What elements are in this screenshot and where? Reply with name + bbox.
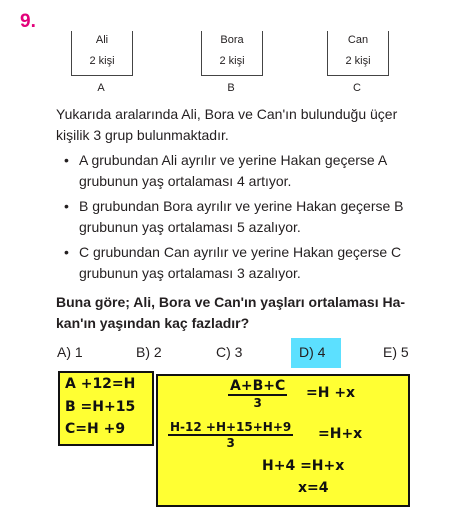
group-a-count: 2 kişi — [89, 55, 115, 67]
option-b[interactable]: B) 2 — [136, 344, 162, 360]
question-line: Buna göre; Ali, Bora ve Can'ın yaşları ortalaması Ha- — [56, 294, 406, 310]
group-b-name: Bora — [220, 34, 244, 46]
group-a-letter: A — [97, 82, 105, 94]
handwritten-equation: A +12=H — [65, 376, 136, 392]
group-box-a — [71, 31, 133, 76]
bullet-line: C grubundan Can ayrılır ve yerine Hakan geçerse C — [79, 244, 402, 260]
intro-line: kişilik 3 grup bulunmaktadır. — [56, 127, 229, 143]
handwritten-fraction — [168, 420, 293, 450]
group-box-c — [327, 31, 389, 76]
bullet-item-b — [79, 196, 439, 238]
handwritten-equation: =H +x — [306, 385, 356, 401]
handwritten-equation: =H+x — [318, 426, 363, 442]
handwritten-solution-box — [156, 374, 410, 507]
handwritten-equations-box — [58, 371, 154, 446]
group-c-name: Can — [347, 34, 369, 46]
handwritten-equation: C=H +9 — [65, 421, 126, 437]
fraction-numerator: H-12 +H+15+H+9 — [170, 420, 292, 434]
option-c[interactable]: C) 3 — [216, 344, 243, 360]
bullet-line: grubunun yaş ortalaması 4 artıyor. — [79, 173, 292, 189]
group-box-b — [201, 31, 263, 76]
group-c-letter: C — [353, 82, 361, 94]
handwritten-equation: H+4 =H+x — [262, 458, 345, 474]
bullet-line: A grubundan Ali ayrılır ve yerine Hakan geçerse A — [79, 152, 388, 168]
handwritten-answer: x=4 — [298, 480, 329, 496]
fraction-numerator: A+B+C — [230, 378, 286, 394]
intro-paragraph — [56, 104, 436, 146]
group-a-name: Ali — [95, 34, 109, 46]
bullet-line: grubunun yaş ortalaması 5 azalıyor. — [79, 219, 301, 235]
question-number: 9. — [20, 11, 36, 32]
bullet-marker: • — [64, 244, 69, 260]
option-e[interactable]: E) 5 — [383, 344, 409, 360]
group-b-letter: B — [227, 82, 235, 94]
handwritten-fraction — [228, 378, 287, 410]
option-a[interactable]: A) 1 — [57, 344, 83, 360]
group-b-count: 2 kişi — [219, 55, 245, 67]
bullet-line: B grubundan Bora ayrılır ve yerine Hakan geçerse B — [79, 198, 404, 214]
question-text — [56, 292, 441, 334]
group-c-count: 2 kişi — [345, 55, 371, 67]
fraction-denominator: 3 — [226, 436, 235, 450]
bullet-item-a — [79, 150, 439, 192]
bullet-line: grubunun yaş ortalaması 3 azalıyor. — [79, 265, 301, 281]
bullet-item-c — [79, 242, 439, 284]
intro-line: Yukarıda aralarında Ali, Bora ve Can'ın bulunduğu üçer — [56, 106, 398, 122]
option-d[interactable]: D) 4 — [299, 344, 326, 360]
bullet-marker: • — [64, 198, 69, 214]
question-line: kan'ın yaşından kaç fazladır? — [56, 315, 250, 331]
fraction-denominator: 3 — [253, 396, 262, 410]
handwritten-equation: B =H+15 — [65, 399, 136, 415]
bullet-marker: • — [64, 152, 69, 168]
